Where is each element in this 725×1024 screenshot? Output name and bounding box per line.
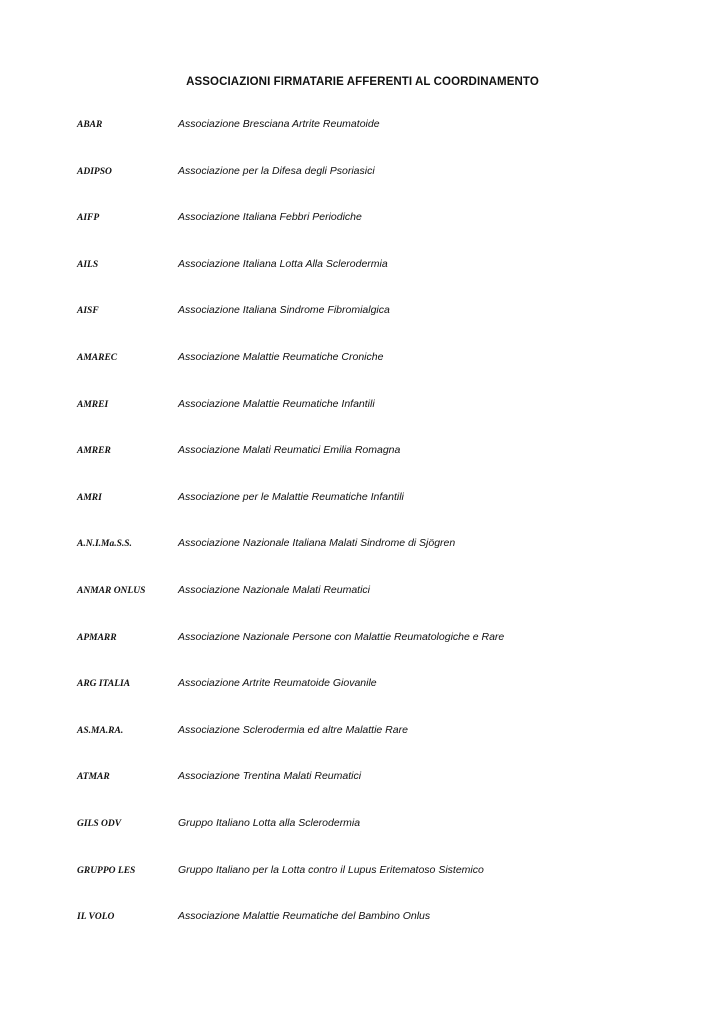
association-acronym: AIFP (77, 213, 100, 224)
association-name: Gruppo Italiano Lotta alla Sclerodermia (178, 816, 361, 829)
association-name: Associazione Nazionale Persone con Malattie Reumatologiche e Rare (178, 630, 505, 643)
association-name: Associazione Artrite Reumatoide Giovanile (178, 677, 377, 690)
association-acronym: GILS ODV (77, 818, 122, 829)
document-title: ASSOCIAZIONI FIRMATARIE AFFERENTI AL COORDINAMENTO (186, 76, 539, 88)
association-acronym: APMARR (77, 632, 117, 643)
association-row-apmarr (0, 629, 725, 676)
association-name: Associazione Sclerodermia ed altre Malattie Rare (178, 723, 408, 736)
association-name: Associazione Malattie Reumatiche Infantili (178, 397, 375, 410)
association-acronym: IL VOLO (77, 912, 115, 923)
association-acronym: GRUPPO LES (77, 865, 136, 876)
association-name: Associazione Trentina Malati Reumatici (178, 770, 362, 783)
association-acronym: AMAREC (77, 352, 118, 363)
association-row-amrei (0, 396, 725, 443)
association-acronym: ADIPSO (77, 166, 112, 177)
association-acronym: AMREI (77, 399, 109, 410)
association-name: Associazione Italiana Sindrome Fibromialgica (178, 304, 390, 317)
association-row-amarec (0, 349, 725, 396)
association-name: Associazione Italiana Lotta Alla Sclerodermia (178, 257, 388, 270)
association-name: Associazione per le Malattie Reumatiche Infantili (178, 490, 404, 503)
association-acronym: AMRI (77, 492, 102, 503)
association-name: Gruppo Italiano per la Lotta contro il Lupus Eritematoso Sistemico (178, 863, 484, 876)
association-row-aisf (0, 302, 725, 349)
association-acronym: A.N.I.Ma.S.S. (77, 539, 132, 550)
association-row-anmar-onlus (0, 582, 725, 629)
association-acronym: AILS (77, 259, 99, 270)
association-acronym: AISF (77, 306, 99, 317)
association-acronym: ANMAR ONLUS (77, 585, 146, 596)
association-acronym: AS.MA.RA. (77, 725, 124, 736)
association-name: Associazione Malattie Reumatiche del Bambino Onlus (178, 910, 431, 923)
association-row-arg-italia (0, 675, 725, 722)
association-row-asmara (0, 722, 725, 769)
association-row-abar (0, 116, 725, 163)
association-row-aifp (0, 209, 725, 256)
association-acronym: ABAR (77, 120, 103, 130)
association-row-ails (0, 256, 725, 303)
association-row-amri (0, 489, 725, 536)
association-name: Associazione Nazionale Malati Reumatici (178, 583, 371, 596)
association-acronym: ARG ITALIA (77, 679, 131, 690)
association-row-amrer (0, 442, 725, 489)
association-name: Associazione per la Difesa degli Psoriasici (178, 164, 375, 177)
association-row-il-volo (0, 908, 725, 955)
association-row-adipso (0, 163, 725, 210)
association-name: Associazione Bresciana Artrite Reumatoide (178, 118, 380, 130)
association-row-animass (0, 535, 725, 582)
association-list (0, 116, 725, 955)
association-acronym: ATMAR (77, 772, 110, 783)
association-acronym: AMRER (77, 446, 111, 457)
association-name: Associazione Nazionale Italiana Malati Sindrome di Sjögren (178, 537, 456, 550)
association-name: Associazione Italiana Febbri Periodiche (178, 211, 362, 224)
association-row-gils-odv (0, 815, 725, 862)
association-row-gruppo-les (0, 862, 725, 909)
association-name: Associazione Malattie Reumatiche Croniche (178, 350, 384, 363)
association-row-atmar (0, 768, 725, 815)
association-name: Associazione Malati Reumatici Emilia Romagna (178, 444, 401, 457)
